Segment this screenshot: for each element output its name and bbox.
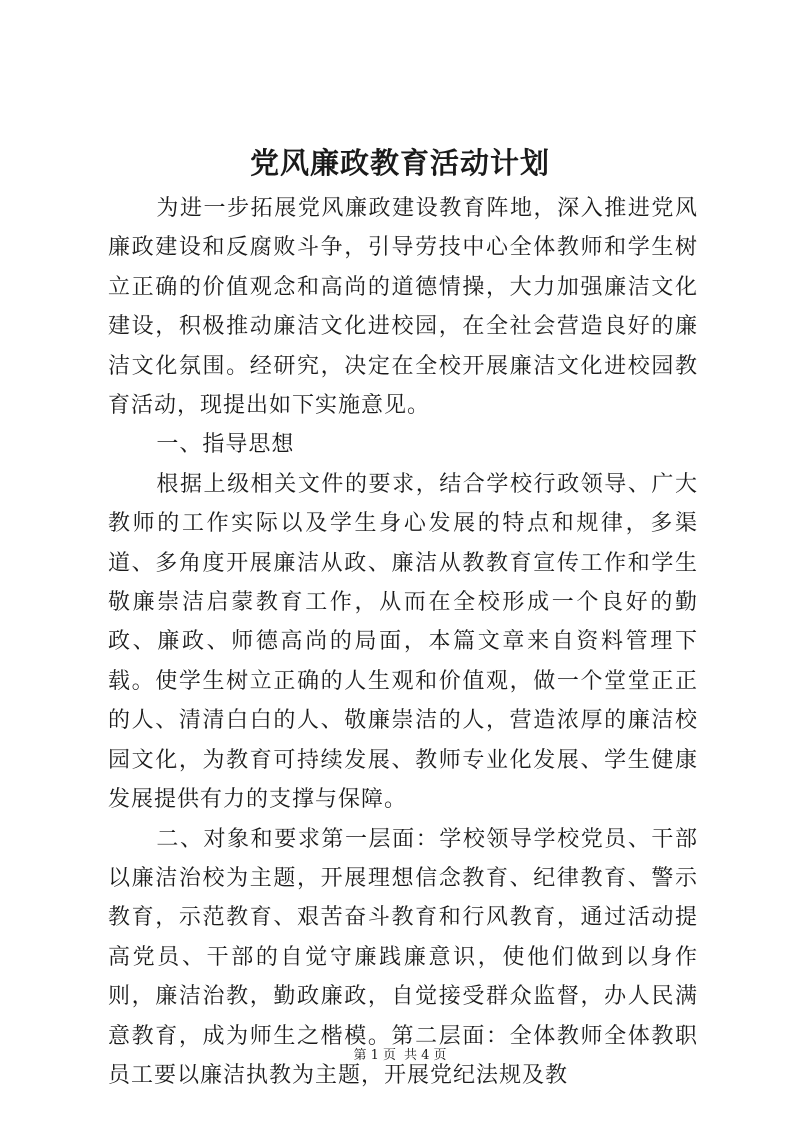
paragraph-targets-requirements: 二、对象和要求第一层面：学校领导学校党员、干部以廉洁治校为主题，开展理想信念教育、纪律教育、警示教育，示范教育、艰苦奋斗教育和行风教育，通过活动提高党员、干部的自觉守廉践廉意识，使他们做到以身作则，廉洁治教，勤政廉政，自觉接受群众监督，办人民满意教育，成为师生之楷模。第二层面：全体教师全体教职员工要以廉洁执教为主题，开展党纪法规及教 <box>108 826 698 1088</box>
document-body <box>108 189 698 1095</box>
paragraph-guiding-ideology: 根据上级相关文件的要求，结合学校行政领导、广大教师的工作实际以及学生身心发展的特点和规律，多渠道、多角度开展廉洁从政、廉洁从教教育宣传工作和学生敬廉崇洁启蒙教育工作，从而在全校形成一个良好的勤政、廉政、师德高尚的局面，本篇文章来自资料管理下载。使学生树立正确的人生观和价值观，做一个堂堂正正的人、清清白白的人、敬廉崇洁的人，营造浓厚的廉洁校园文化，为教育可持续发展、教师专业化发展、学生健康发展提供有力的支撑与保障。 <box>108 471 698 813</box>
page-total: 共 4 页 <box>404 1048 447 1063</box>
heading-guiding-ideology: 一、指导思想 <box>156 432 295 458</box>
page-number: 第 1 页 <box>353 1048 396 1063</box>
paragraph-intro: 为进一步拓展党风廉政建设教育阵地，深入推进党风廉政建设和反腐败斗争，引导劳技中心全体教师和学生树立正确的价值观念和高尚的道德情操，大力加强廉洁文化建设，积极推动廉洁文化进校园，在全社会营造良好的廉洁文化氛围。经研究，决定在全校开展廉洁文化进校园教育活动，现提出如下实施意见。 <box>108 196 698 419</box>
page-footer <box>0 1047 800 1065</box>
document-title: 党风廉政教育活动计划 <box>249 146 550 180</box>
